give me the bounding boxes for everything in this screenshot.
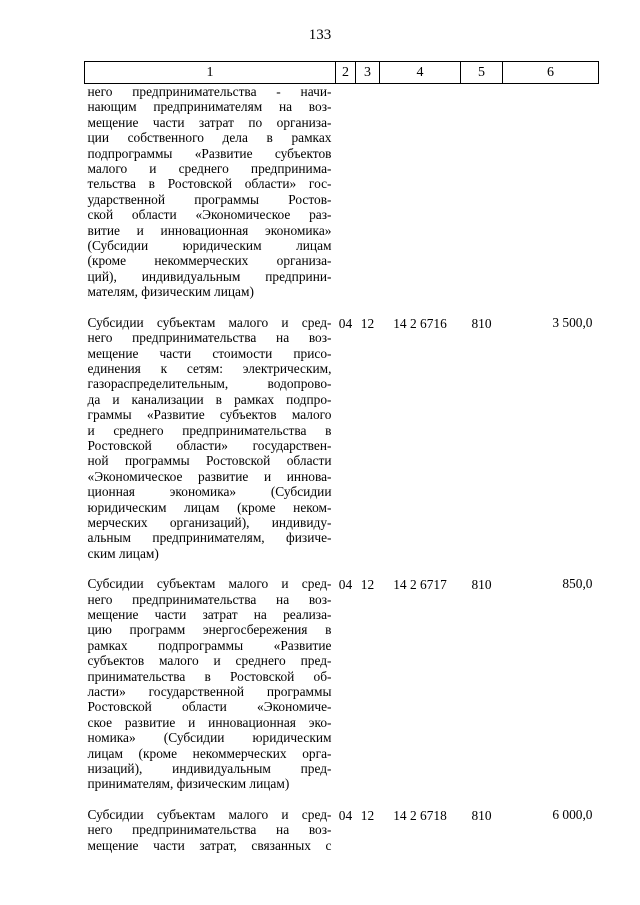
row-spacer (85, 300, 599, 315)
description-line: номика» (Субсидии юридическим (87, 730, 332, 746)
description-line: ласти» государственной программы (87, 684, 332, 700)
description-line: ским лицам) (87, 545, 159, 561)
section-code: 04 (338, 807, 353, 823)
row-description (85, 84, 336, 300)
target-item-code (380, 84, 461, 300)
expense-type-code: 810 (471, 315, 492, 331)
row-spacer (85, 561, 599, 576)
expense-type-code (461, 84, 503, 300)
description-line: ной программы Ростовской области (87, 453, 332, 469)
column-header-1: 1 (85, 62, 336, 84)
description-line: принимателям, физическим лицам) (87, 776, 290, 792)
section-code (336, 84, 356, 300)
description-line: нающим предпринимателям на воз- (87, 99, 332, 115)
description-line: Субсидии субъектам малого и сред- (87, 806, 332, 822)
section-code: 04 (338, 315, 353, 331)
subsection-code (356, 84, 380, 300)
description-line: альным предпринимателям, физиче- (87, 530, 332, 546)
description-line: газораспределительным, водопрово- (87, 376, 332, 392)
expense-type-code: 810 (471, 807, 492, 823)
description-line: него предпринимательства на воз- (87, 822, 332, 838)
description-line: витие и инновационная экономика» (87, 222, 332, 238)
table-row (85, 315, 599, 562)
subsection-code: 12 (360, 577, 375, 593)
subsection-code: 12 (360, 807, 375, 823)
description-line: Субсидии субъектам малого и сред- (87, 576, 332, 592)
description-line: мещение части затрат на реализа- (87, 607, 332, 622)
description-line: Ростовской области «Экономиче- (87, 699, 332, 715)
description-line: мещение части стоимости присо- (87, 345, 332, 361)
description-line: мерческих организаций), индивиду- (87, 514, 332, 530)
description-line: цию программ энергосбережения в (87, 622, 332, 638)
amount: 6 000,0 (552, 806, 593, 822)
subsection-code: 12 (360, 315, 375, 331)
description-line: низаций), индивидуальным пред- (87, 761, 332, 777)
row-spacer (85, 792, 599, 807)
description-line: ции собственного дела в рамках (87, 130, 332, 146)
description-line: юридическим лицам (кроме неком- (87, 499, 332, 515)
column-header-5: 5 (461, 62, 503, 84)
amount (503, 84, 599, 300)
column-header-6: 6 (503, 62, 599, 84)
description-line: единения к сетям: электрическим, (87, 360, 332, 376)
description-line: мещение части затрат, связанных с (87, 837, 332, 853)
description-line: (Субсидии юридическим лицам (87, 238, 332, 254)
target-item-code: 14 2 6717 (393, 577, 447, 593)
description-line: мещение части затрат по организа- (87, 114, 332, 130)
budget-table (84, 61, 599, 853)
description-line: граммы «Развитие субъектов малого (87, 407, 332, 423)
table-row (85, 576, 599, 792)
table-row (85, 807, 599, 853)
column-header-3: 3 (356, 62, 380, 84)
description-line: тельства в Ростовской области» гос- (87, 176, 332, 192)
column-header-2: 2 (336, 62, 356, 84)
description-line: ций), индивидуальным предприни- (87, 268, 332, 284)
description-line: «Экономическое развитие и иннова- (87, 468, 332, 484)
description-line: ское развитие и инновационная эко- (87, 714, 332, 730)
target-item-code: 14 2 6716 (393, 315, 447, 331)
description-line: ударственной программы Ростов- (87, 191, 332, 207)
description-line: Ростовской области» государствен- (87, 437, 332, 453)
target-item-code: 14 2 6718 (393, 807, 447, 823)
description-line: рамках подпрограммы «Развитие (87, 637, 332, 653)
description-line: ской области «Экономическое раз- (87, 207, 332, 223)
description-line: ционная экономика» (Субсидии (87, 484, 332, 500)
column-header-4: 4 (380, 62, 461, 84)
description-line: него предпринимательства - начи- (87, 84, 332, 99)
description-line: принимательства в Ростовской об- (87, 668, 332, 684)
description-line: (кроме некоммерческих организа- (87, 253, 332, 269)
description-line: него предпринимательства на воз- (87, 591, 332, 607)
table-row (85, 84, 599, 300)
description-line: да и канализации в рамках подпро- (87, 391, 332, 407)
amount: 850,0 (562, 576, 593, 592)
expense-type-code: 810 (471, 577, 492, 593)
amount: 3 500,0 (552, 314, 593, 330)
description-line: подпрограммы «Развитие субъектов (87, 145, 332, 161)
description-line: лицам (кроме некоммерческих орга- (87, 745, 332, 761)
description-line: мателям, физическим лицам) (87, 284, 254, 300)
row-description (85, 315, 336, 562)
description-line: малого и среднего предпринима- (87, 161, 332, 177)
header-row (85, 62, 599, 84)
description-line: него предпринимательства на воз- (87, 330, 332, 346)
description-line: и среднего предпринимательства в (87, 422, 332, 438)
row-description (85, 807, 336, 853)
description-line: Субсидии субъектам малого и сред- (87, 314, 332, 330)
row-description (85, 576, 336, 792)
section-code: 04 (338, 577, 353, 593)
table-body (85, 84, 599, 854)
description-line: субъектов малого и среднего пред- (87, 653, 332, 669)
page-number: 133 (308, 27, 332, 43)
